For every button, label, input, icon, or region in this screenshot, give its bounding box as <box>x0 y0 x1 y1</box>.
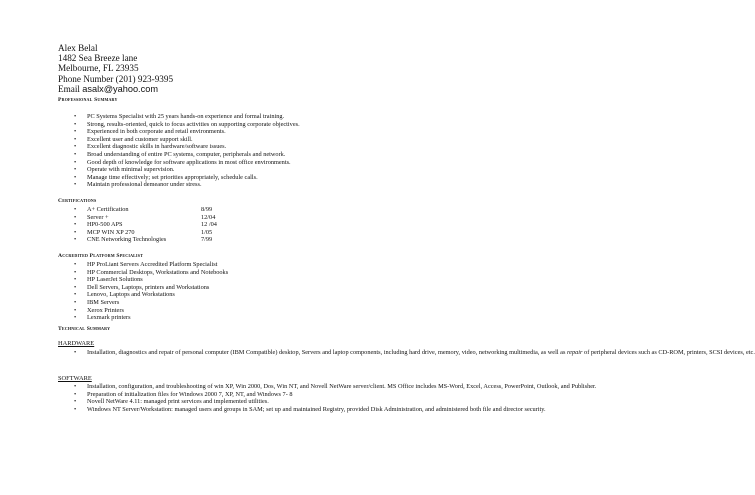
candidate-name: Alex Belal <box>58 43 98 53</box>
list-item <box>74 298 228 307</box>
table-row <box>74 206 217 214</box>
bullet-icon: • <box>74 236 77 243</box>
list-item-text: HP Commercial Desktops, Workstations and Notebooks <box>87 268 229 276</box>
email-label: Email <box>58 83 83 94</box>
list-item-text: Broad understanding of entire PC systems, computer, peripherals and network. <box>87 150 286 158</box>
bullet-icon: • <box>74 283 77 291</box>
list-item-text: Novell NetWare 4.11: managed print services and implemented utilities. <box>87 398 269 406</box>
bullet-icon: • <box>74 405 77 413</box>
email-address[interactable]: asalx@yahoo.com <box>82 83 158 94</box>
bullet-icon: • <box>74 135 77 143</box>
bullet-icon: • <box>74 276 77 284</box>
list-item <box>74 150 300 159</box>
list-item <box>74 181 300 189</box>
list-item-text: Installation, configuration, and troubleshooting of win XP, Win 2000, Dos, Win NT, and Novell NetWare server/client. MS Office includes MS-Word, Excel, Access, PowerPoint, Outlook, and Publisher. <box>87 383 597 390</box>
bullet-icon: • <box>74 306 77 314</box>
bullet-icon: • <box>74 221 77 228</box>
list-item-text: Lexmark printers <box>87 314 131 322</box>
list-item <box>74 405 546 414</box>
list-item-text: Lenovo, Laptops and Workstations <box>87 291 175 299</box>
cert-date: 12 /04 <box>201 221 217 228</box>
list-item <box>74 390 437 399</box>
bullet-icon: • <box>74 268 77 276</box>
cert-name: A+ Certification <box>87 206 129 213</box>
list-item <box>74 113 300 121</box>
list-item-text: Good depth of knowledge for software applications in most office environments. <box>87 158 291 166</box>
list-item <box>74 268 229 277</box>
bullet-icon: • <box>74 261 77 268</box>
table-row <box>74 221 217 229</box>
table-row <box>74 214 217 222</box>
certifications-heading: Certifications <box>58 198 97 204</box>
hardware-label: HARDWARE <box>58 340 95 347</box>
bullet-icon: • <box>74 150 77 158</box>
list-item: • Installation, diagnostics and repair of personal computer (IBM Compatible) desktop, Servers and laptop components, including hard drive, memory, video, networking multimedia, as well as repair of peripheral devices such as CD-ROM, printers, SCSI devices, etc. <box>74 349 755 356</box>
list-item-text: Excellent diagnostic skills in hardware/software issues. <box>87 143 227 151</box>
bullet-icon: • <box>74 113 77 120</box>
list-item-text: Manage time effectively; set priorities appropriately, schedule calls. <box>87 173 258 181</box>
software-list <box>74 383 597 413</box>
cert-name: CNE Networking Technologies <box>87 236 167 243</box>
list-item <box>74 276 228 284</box>
list-item <box>74 128 300 136</box>
bullet-icon: • <box>74 383 77 390</box>
list-item-text: PC Systems Specialist with 25 years hands-on experience and formal training. <box>87 113 285 120</box>
list-item <box>74 158 300 167</box>
cert-date: 7/99 <box>201 236 213 243</box>
bullet-icon: • <box>74 166 77 174</box>
list-item <box>74 283 228 292</box>
phone-number: Phone Number (201) 923-9395 <box>58 73 174 84</box>
list-item <box>74 398 437 406</box>
list-item-text: Preparation of initialization files for Windows 2000 7, XP, NT, and Windows 7- 8 <box>87 390 293 398</box>
bullet-icon: • <box>74 181 77 189</box>
bullet-icon: • <box>74 206 77 213</box>
list-item <box>74 120 300 129</box>
list-item <box>74 314 228 322</box>
list-item <box>74 306 228 315</box>
platform-list <box>74 261 229 322</box>
platform-heading: Accredited Platform Specialist <box>58 253 144 259</box>
cert-date: 1/05 <box>201 228 213 236</box>
list-item <box>74 261 228 269</box>
contact-block <box>58 43 173 94</box>
table-row <box>74 236 217 244</box>
list-item-text: Maintain professional demeanor under stress. <box>87 181 202 189</box>
list-item <box>74 166 300 174</box>
bullet-icon: • <box>74 390 77 398</box>
list-item-text: IBM Servers <box>87 298 120 306</box>
bullet-icon: • <box>74 173 77 181</box>
bullet-icon: • <box>74 120 77 128</box>
hardware-list <box>74 349 755 357</box>
list-item-text: Dell Servers, Laptops, printers and Workstations <box>87 283 210 291</box>
certifications-table <box>74 206 217 244</box>
cert-name: Server + <box>87 213 109 221</box>
list-item <box>74 173 300 182</box>
bullet-icon: • <box>74 128 77 136</box>
technical-summary-heading: Technical Summary <box>58 326 111 332</box>
list-item-text: Windows NT Server/Workstation: managed users and groups in SAM; set up and maintained Registry, provided Disk Administration, and administered both file and director security. <box>87 405 546 413</box>
bullet-icon: • <box>74 298 77 306</box>
bullet-icon: • <box>74 213 77 221</box>
list-item-text: HP LaserJet Solutions <box>87 276 143 284</box>
city-state-zip: Melbourne, FL 23935 <box>58 63 139 74</box>
cert-name: HP0-500 APS <box>87 221 123 228</box>
list-item-text: Operate with minimal supervision. <box>87 166 175 174</box>
bullet-icon: • <box>74 398 77 406</box>
bullet-icon: • <box>74 158 77 166</box>
list-item <box>74 135 300 144</box>
professional-summary-list <box>74 113 300 189</box>
email-line <box>58 84 173 94</box>
bullet-icon: • <box>74 228 77 236</box>
list-item-text: HP ProLiant Servers Accredited Platform Specialist <box>87 261 218 268</box>
list-item-text: Excellent user and customer support skill. <box>87 135 193 143</box>
software-label: SOFTWARE <box>58 375 92 382</box>
list-item-text: Xerox Printers <box>87 306 124 314</box>
street-address: 1482 Sea Breeze lane <box>58 53 138 64</box>
cert-name: MCP WIN XP 270 <box>87 228 135 236</box>
list-item <box>74 291 228 299</box>
table-row <box>74 229 217 237</box>
cert-date: 8/99 <box>201 206 213 213</box>
bullet-icon: • <box>74 314 77 322</box>
professional-summary-heading: Professional Summary <box>58 97 118 103</box>
list-item <box>74 143 300 151</box>
bullet-icon: • <box>74 291 77 299</box>
list-item-text: Experienced in both corporate and retail environments. <box>87 128 226 136</box>
bullet-icon: • <box>74 349 77 356</box>
bullet-icon: • <box>74 143 77 151</box>
list-item <box>74 383 597 391</box>
cert-date: 12/04 <box>201 213 216 221</box>
list-item-text: Strong, results-oriented, quick to focus activities on supporting corporate objectives. <box>87 120 300 128</box>
